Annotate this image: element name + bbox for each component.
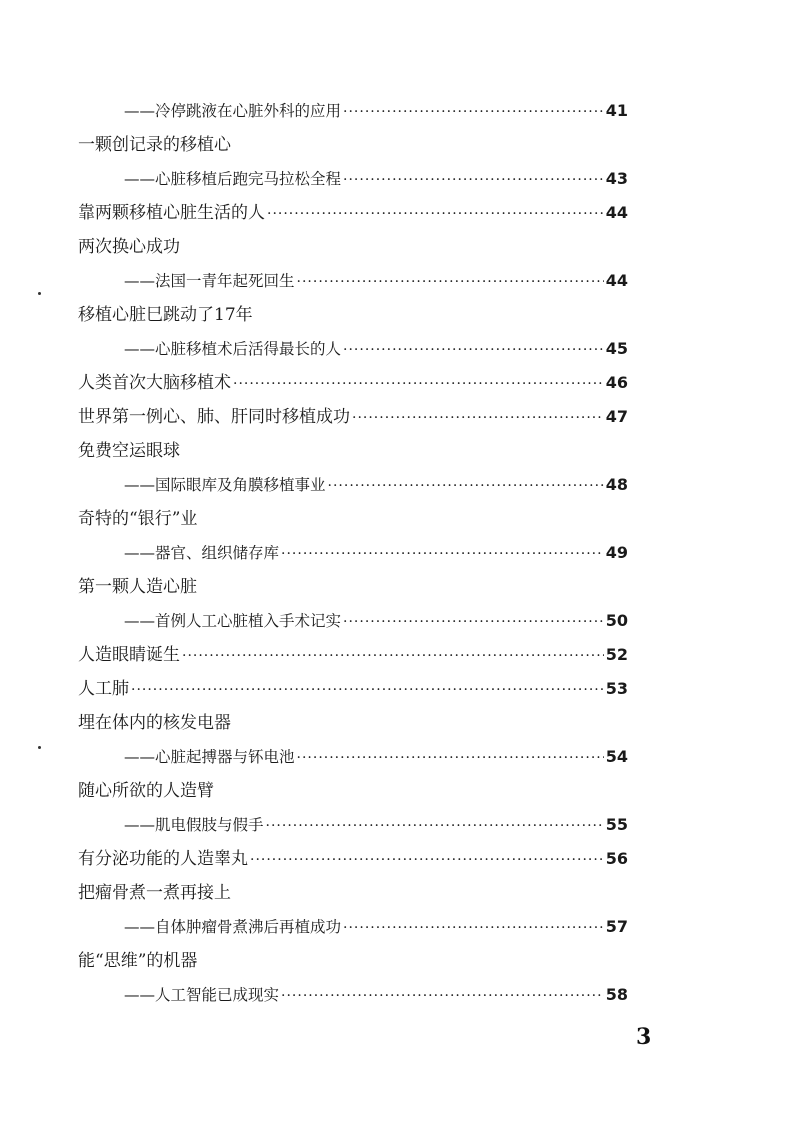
toc-subtitle-entry <box>78 604 628 638</box>
toc-entry-title: 免费空运眼球 <box>78 441 180 461</box>
toc-subtitle-entry <box>78 740 628 774</box>
dot-leader <box>281 979 604 1013</box>
toc-entry-page: 54 <box>605 747 628 766</box>
toc-entry-page: 46 <box>605 373 628 392</box>
toc-entry <box>78 706 628 740</box>
toc-entry-title: 奇特的“银行”业 <box>78 509 198 529</box>
toc-entry <box>78 128 628 162</box>
toc-entry-title: 靠两颗移植心脏生活的人 <box>78 203 265 223</box>
toc-subtitle-entry <box>78 536 628 570</box>
dot-leader <box>233 367 604 401</box>
dot-leader <box>182 639 604 673</box>
toc-entry-page: 49 <box>605 543 628 562</box>
dot-leader <box>131 673 604 707</box>
toc-entry <box>78 366 628 400</box>
toc-entry <box>78 434 628 468</box>
toc-entry-title: 有分泌功能的人造睾丸 <box>78 849 248 869</box>
toc-entry-title: 两次换心成功 <box>78 237 180 257</box>
toc-entry-title: 移植心脏巳跳动了17年 <box>78 305 253 325</box>
toc-entry-page: 43 <box>605 169 628 188</box>
toc-entry <box>78 298 628 332</box>
dot-leader <box>328 469 604 503</box>
toc-entry-page: 44 <box>605 203 628 222</box>
toc-entry-page: 50 <box>605 611 628 630</box>
toc-entry <box>78 502 628 536</box>
toc-entry-title: ——心脏起搏器与钚电池 <box>124 748 295 766</box>
toc-entry-page: 58 <box>605 985 628 1004</box>
toc-subtitle-entry <box>78 264 628 298</box>
table-of-contents <box>78 94 628 1012</box>
toc-entry-title: ——冷停跳液在心脏外科的应用 <box>124 102 342 120</box>
dot-leader <box>343 163 604 197</box>
toc-entry-title: 随心所欲的人造臂 <box>78 781 214 801</box>
scan-speck <box>38 292 41 295</box>
toc-entry-page: 45 <box>605 339 628 358</box>
toc-entry-page: 52 <box>605 645 628 664</box>
toc-entry <box>78 638 628 672</box>
toc-entry-page: 48 <box>605 475 628 494</box>
toc-entry-title: 人造眼睛诞生 <box>78 645 180 665</box>
toc-entry-title: ——人工智能已成现实 <box>124 986 280 1004</box>
dot-leader <box>352 401 604 435</box>
toc-entry-title: 世界第一例心、肺、肝同时移植成功 <box>78 407 350 427</box>
toc-entry-page: 56 <box>605 849 628 868</box>
dot-leader <box>343 605 604 639</box>
dot-leader <box>343 95 604 129</box>
toc-entry-page: 53 <box>605 679 628 698</box>
toc-entry-page: 41 <box>605 101 628 120</box>
dot-leader <box>267 197 604 231</box>
dot-leader <box>343 333 604 367</box>
dot-leader <box>297 741 604 775</box>
toc-subtitle-entry <box>78 332 628 366</box>
toc-entry-page: 47 <box>605 407 628 426</box>
toc-entry-title: 一颗创记录的移植心 <box>78 135 231 155</box>
toc-entry-title: 人工肺 <box>78 679 129 699</box>
toc-entry-title: ——自体肿瘤骨煮沸后再植成功 <box>124 918 342 936</box>
toc-subtitle-entry <box>78 162 628 196</box>
toc-entry-title: ——器官、组织储存库 <box>124 544 280 562</box>
toc-entry-title: 能“思维”的机器 <box>78 951 198 971</box>
toc-entry-title: 埋在体内的核发电器 <box>78 713 231 733</box>
toc-entry <box>78 876 628 910</box>
dot-leader <box>266 809 604 843</box>
toc-entry-page: 57 <box>605 917 628 936</box>
toc-entry <box>78 230 628 264</box>
dot-leader <box>281 537 604 571</box>
toc-entry-title: 第一颗人造心脏 <box>78 577 197 597</box>
toc-entry <box>78 774 628 808</box>
toc-subtitle-entry <box>78 910 628 944</box>
toc-entry <box>78 400 628 434</box>
toc-subtitle-entry <box>78 94 628 128</box>
toc-entry <box>78 842 628 876</box>
toc-subtitle-entry <box>78 808 628 842</box>
toc-entry <box>78 672 628 706</box>
toc-entry-title: ——心脏移植术后活得最长的人 <box>124 340 342 358</box>
toc-entry-page: 44 <box>605 271 628 290</box>
toc-entry-title: ——国际眼库及角膜移植事业 <box>124 476 326 494</box>
toc-entry <box>78 196 628 230</box>
toc-entry-page: 55 <box>605 815 628 834</box>
dot-leader <box>343 911 604 945</box>
toc-subtitle-entry <box>78 978 628 1012</box>
toc-entry-title: ——肌电假肢与假手 <box>124 816 264 834</box>
page-number: 3 <box>636 1024 652 1050</box>
toc-entry <box>78 570 628 604</box>
dot-leader <box>297 265 604 299</box>
toc-subtitle-entry <box>78 468 628 502</box>
toc-entry-title: ——法国一青年起死回生 <box>124 272 295 290</box>
toc-entry-title: 把瘤骨煮一煮再接上 <box>78 883 231 903</box>
toc-entry-title: ——首例人工心脏植入手术记实 <box>124 612 342 630</box>
toc-entry-title: ——心脏移植后跑完马拉松全程 <box>124 170 342 188</box>
scan-speck <box>38 746 41 749</box>
dot-leader <box>250 843 604 877</box>
toc-entry <box>78 944 628 978</box>
toc-entry-title: 人类首次大脑移植术 <box>78 373 231 393</box>
